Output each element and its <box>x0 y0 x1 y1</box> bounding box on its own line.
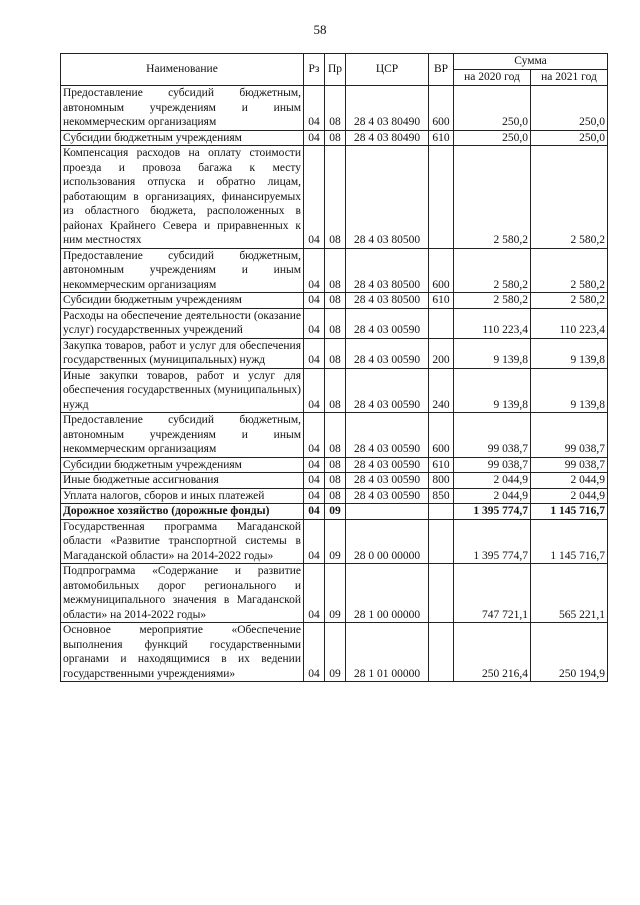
row-vr: 240 <box>429 368 454 413</box>
row-csr: 28 4 03 80500 <box>346 146 429 249</box>
row-csr: 28 4 03 80490 <box>346 130 429 146</box>
row-name: Дорожное хозяйство (дорожные фонды) <box>61 504 304 520</box>
header-csr: ЦСР <box>346 54 429 86</box>
row-sum-2020: 250,0 <box>454 86 531 131</box>
row-sum-2020: 2 580,2 <box>454 146 531 249</box>
table-row <box>61 248 608 293</box>
row-sum-2021: 565 221,1 <box>531 564 608 623</box>
table-row <box>61 473 608 489</box>
row-rz: 04 <box>304 130 325 146</box>
row-name: Государственная программа Магаданской области «Развитие транспортной системы в Магаданской области» на 2014-2022 годы» <box>61 519 304 564</box>
row-vr <box>429 308 454 338</box>
row-csr: 28 4 03 00590 <box>346 488 429 504</box>
row-name: Иные бюджетные ассигнования <box>61 473 304 489</box>
row-name: Субсидии бюджетным учреждениям <box>61 130 304 146</box>
row-csr: 28 4 03 00590 <box>346 308 429 338</box>
page-number: 58 <box>313 22 327 37</box>
row-sum-2020: 9 139,8 <box>454 368 531 413</box>
row-rz: 04 <box>304 413 325 458</box>
row-pr: 08 <box>325 146 346 249</box>
row-pr: 08 <box>325 338 346 368</box>
row-name: Предоставление субсидий бюджетным, автономным учреждениям и иным некоммерческим организациям <box>61 248 304 293</box>
row-name: Компенсация расходов на оплату стоимости проезда и провоза багажа к месту использования отпуска и обратно лицам, работающим в организациях, финансируемых из областного бюджета, расположенных в районах Крайнего Севера и приравненных к ним местностях <box>61 146 304 249</box>
row-pr: 08 <box>325 293 346 309</box>
row-rz: 04 <box>304 368 325 413</box>
row-pr: 08 <box>325 248 346 293</box>
row-name: Основное мероприятие «Обеспечение выполнения функций государственными органами и находящимися в их ведении государственными учреждениями» <box>61 623 304 682</box>
row-rz: 04 <box>304 623 325 682</box>
row-sum-2020: 2 044,9 <box>454 473 531 489</box>
row-name: Предоставление субсидий бюджетным, автономным учреждениям и иным некоммерческим организациям <box>61 413 304 458</box>
row-sum-2020: 747 721,1 <box>454 564 531 623</box>
table-row <box>61 564 608 623</box>
row-vr <box>429 519 454 564</box>
row-vr <box>429 564 454 623</box>
table-row <box>61 519 608 564</box>
row-rz: 04 <box>304 86 325 131</box>
row-pr: 08 <box>325 488 346 504</box>
table-row <box>61 293 608 309</box>
row-rz: 04 <box>304 248 325 293</box>
table-row <box>61 338 608 368</box>
table-row <box>61 504 608 520</box>
row-vr: 600 <box>429 86 454 131</box>
row-rz: 04 <box>304 457 325 473</box>
row-sum-2020: 1 395 774,7 <box>454 519 531 564</box>
row-vr: 800 <box>429 473 454 489</box>
row-pr: 08 <box>325 308 346 338</box>
row-vr: 610 <box>429 457 454 473</box>
row-rz: 04 <box>304 504 325 520</box>
row-vr: 600 <box>429 248 454 293</box>
row-csr: 28 4 03 00590 <box>346 338 429 368</box>
header-vr: ВР <box>429 54 454 86</box>
header-2020: на 2020 год <box>454 70 531 86</box>
table-row <box>61 308 608 338</box>
row-pr: 08 <box>325 368 346 413</box>
row-sum-2020: 9 139,8 <box>454 338 531 368</box>
row-vr: 850 <box>429 488 454 504</box>
row-sum-2021: 1 145 716,7 <box>531 504 608 520</box>
row-csr: 28 1 00 00000 <box>346 564 429 623</box>
row-sum-2020: 2 580,2 <box>454 248 531 293</box>
row-sum-2021: 2 044,9 <box>531 488 608 504</box>
row-pr: 08 <box>325 413 346 458</box>
row-name: Предоставление субсидий бюджетным, автономным учреждениям и иным некоммерческим организациям <box>61 86 304 131</box>
row-rz: 04 <box>304 473 325 489</box>
row-sum-2021: 1 145 716,7 <box>531 519 608 564</box>
row-name: Закупка товаров, работ и услуг для обеспечения государственных (муниципальных) нужд <box>61 338 304 368</box>
row-pr: 08 <box>325 86 346 131</box>
header-2021: на 2021 год <box>531 70 608 86</box>
row-vr: 200 <box>429 338 454 368</box>
row-vr <box>429 623 454 682</box>
table-row <box>61 86 608 131</box>
table-row <box>61 130 608 146</box>
row-pr: 09 <box>325 519 346 564</box>
header-sum: Сумма <box>454 54 608 70</box>
row-rz: 04 <box>304 519 325 564</box>
row-rz: 04 <box>304 293 325 309</box>
row-rz: 04 <box>304 488 325 504</box>
row-sum-2021: 2 580,2 <box>531 293 608 309</box>
row-rz: 04 <box>304 308 325 338</box>
row-sum-2021: 250 194,9 <box>531 623 608 682</box>
row-rz: 04 <box>304 146 325 249</box>
row-pr: 09 <box>325 504 346 520</box>
header-rz: Рз <box>304 54 325 86</box>
row-sum-2021: 99 038,7 <box>531 413 608 458</box>
row-csr: 28 4 03 00590 <box>346 368 429 413</box>
row-vr <box>429 146 454 249</box>
row-sum-2021: 2 580,2 <box>531 248 608 293</box>
table-row <box>61 413 608 458</box>
row-sum-2021: 9 139,8 <box>531 338 608 368</box>
row-csr: 28 4 03 80490 <box>346 86 429 131</box>
row-csr <box>346 504 429 520</box>
table-row <box>61 368 608 413</box>
row-sum-2021: 250,0 <box>531 130 608 146</box>
header-pr: Пр <box>325 54 346 86</box>
row-vr: 600 <box>429 413 454 458</box>
row-rz: 04 <box>304 338 325 368</box>
row-sum-2020: 250,0 <box>454 130 531 146</box>
row-rz: 04 <box>304 564 325 623</box>
row-sum-2020: 99 038,7 <box>454 457 531 473</box>
row-name: Расходы на обеспечение деятельности (оказание услуг) государственных учреждений <box>61 308 304 338</box>
row-sum-2021: 99 038,7 <box>531 457 608 473</box>
row-pr: 08 <box>325 473 346 489</box>
row-csr: 28 4 03 00590 <box>346 413 429 458</box>
row-sum-2021: 110 223,4 <box>531 308 608 338</box>
row-pr: 08 <box>325 130 346 146</box>
table-row <box>61 623 608 682</box>
row-sum-2020: 99 038,7 <box>454 413 531 458</box>
row-name: Уплата налогов, сборов и иных платежей <box>61 488 304 504</box>
row-csr: 28 4 03 80500 <box>346 293 429 309</box>
row-vr: 610 <box>429 130 454 146</box>
row-name: Субсидии бюджетным учреждениям <box>61 457 304 473</box>
row-pr: 09 <box>325 623 346 682</box>
row-vr <box>429 504 454 520</box>
table-row <box>61 146 608 249</box>
row-csr: 28 1 01 00000 <box>346 623 429 682</box>
row-sum-2021: 2 580,2 <box>531 146 608 249</box>
row-name: Иные закупки товаров, работ и услуг для обеспечения государственных (муниципальных) нужд <box>61 368 304 413</box>
row-name: Субсидии бюджетным учреждениям <box>61 293 304 309</box>
row-pr: 08 <box>325 457 346 473</box>
header-name: Наименование <box>61 54 304 86</box>
row-sum-2020: 2 580,2 <box>454 293 531 309</box>
row-sum-2020: 1 395 774,7 <box>454 504 531 520</box>
row-sum-2020: 250 216,4 <box>454 623 531 682</box>
row-sum-2021: 250,0 <box>531 86 608 131</box>
table-row <box>61 457 608 473</box>
row-sum-2020: 110 223,4 <box>454 308 531 338</box>
row-csr: 28 4 03 00590 <box>346 473 429 489</box>
row-sum-2021: 9 139,8 <box>531 368 608 413</box>
row-csr: 28 4 03 80500 <box>346 248 429 293</box>
row-pr: 09 <box>325 564 346 623</box>
row-csr: 28 0 00 00000 <box>346 519 429 564</box>
row-sum-2021: 2 044,9 <box>531 473 608 489</box>
row-csr: 28 4 03 00590 <box>346 457 429 473</box>
budget-table <box>60 53 608 682</box>
table-row <box>61 488 608 504</box>
row-name: Подпрограмма «Содержание и развитие автомобильных дорог регионального и межмуниципального значения в Магаданской области» на 2014-2022 годы» <box>61 564 304 623</box>
row-sum-2020: 2 044,9 <box>454 488 531 504</box>
row-vr: 610 <box>429 293 454 309</box>
